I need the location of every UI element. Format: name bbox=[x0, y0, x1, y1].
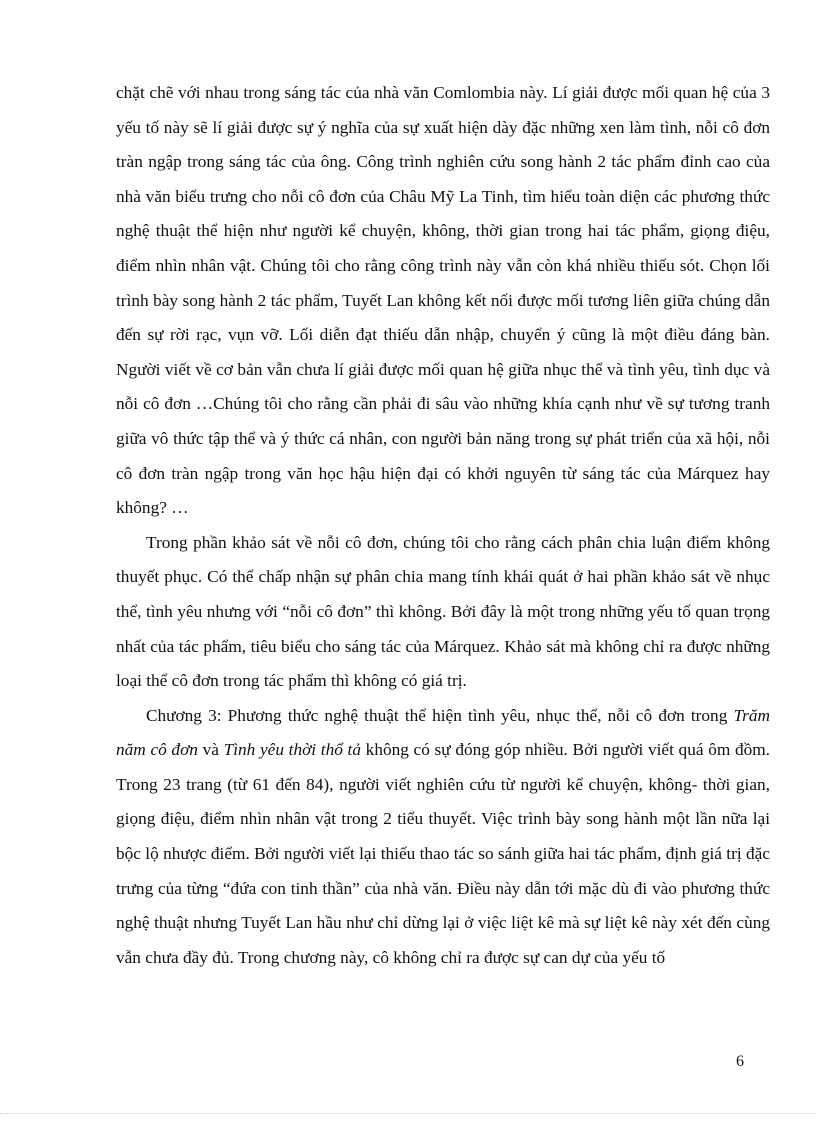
chapter-3-text-part-3: không có sự đóng góp nhiều. Bởi người viết quá ôm đồm. Trong 23 trang (từ 61 đến 84), người viết nghiên cứu từ người kể chuyện, không- thời gian, giọng điệu, điểm nhìn nhân vật trong 2 tiểu thuyết. Việc trình bày song hành một lần nữa lại bộc lộ nhược điểm. Bởi người viết lại thiếu thao tác so sánh giữa hai tác phẩm, định giá trị đặc trưng của từng “đứa con tinh thần” của nhà văn. Điều này dẫn tới mặc dù đi vào phương thức nghệ thuật nhưng Tuyết Lan hầu như chỉ dừng lại ở việc liệt kê mà sự liệt kê này xét đến cùng vẫn chưa đầy đủ. Trong chương này, cô không chỉ ra được sự can dự của yếu tố bbox=[116, 740, 770, 967]
paragraph-loneliness-survey: Trong phần khảo sát về nỗi cô đơn, chúng tôi cho rằng cách phân chia luận điểm không thuyết phục. Có thể chấp nhận sự phân chia mang tính khái quát ở hai phần khảo sát về nhục thể, tình yêu nhưng với “nỗi cô đơn” thì không. Bởi đây là một trong những yếu tố quan trọng nhất của tác phẩm, tiêu biểu cho sáng tác của Márquez. Khảo sát mà không chỉ ra được những loại thể cô đơn trong tác phẩm thì không có giá trị. bbox=[116, 532, 770, 691]
book-title-tinh-yeu-thoi-tho-ta: Tình yêu thời thổ tả bbox=[223, 740, 361, 760]
chapter-3-text-part-1: Chương 3: Phương thức nghệ thuật thể hiện tình yêu, nhục thể, nỗi cô đơn trong bbox=[146, 705, 734, 725]
body-text bbox=[116, 76, 770, 975]
page-number: 6 bbox=[736, 1053, 744, 1070]
paragraph-continuation: chặt chẽ với nhau trong sáng tác của nhà văn Comlombia này. Lí giải được mối quan hệ của 3 yếu tố này sẽ lí giải được sự ý nghĩa của sự xuất hiện dày đặc những xen làm tình, nỗi cô đơn tràn ngập trong sáng tác của ông. Công trình nghiên cứu song hành 2 tác phẩm đỉnh cao của nhà văn biểu trưng cho nỗi cô đơn của Châu Mỹ La Tinh, tìm hiểu toàn diện các phương thức nghệ thuật thể hiện như người kể chuyện, không, thời gian trong hai tác phẩm, giọng điệu, điểm nhìn nhân vật. Chúng tôi cho rằng công trình này vẫn còn khá nhiều thiếu sót. Chọn lối trình bày song hành 2 tác phẩm, Tuyết Lan không kết nối được mối tương liên giữa chúng dẫn đến sự rời rạc, vụn vỡ. Lối diễn đạt thiếu dẫn nhập, chuyển ý cũng là một điều đáng bàn. Người viết về cơ bản vẫn chưa lí giải được mối quan hệ giữa nhục thể và tình yêu, tình dục và nỗi cô đơn …Chúng tôi cho rằng cần phải đi sâu vào những khía cạnh như về sự tương tranh giữa vô thức tập thể và ý thức cá nhân, con người bản năng trong sự phát triển của xã hội, nỗi cô đơn tràn ngập trong văn học hậu hiện đại có khởi nguyên từ sáng tác của Márquez hay không? … bbox=[116, 83, 770, 518]
chapter-3-text-part-2: và bbox=[197, 740, 224, 760]
page-bottom-divider bbox=[0, 1113, 816, 1114]
paragraph-chapter-3 bbox=[116, 699, 770, 976]
book-title-tram-nam-co-don: Trăm năm cô đơn bbox=[116, 705, 770, 760]
